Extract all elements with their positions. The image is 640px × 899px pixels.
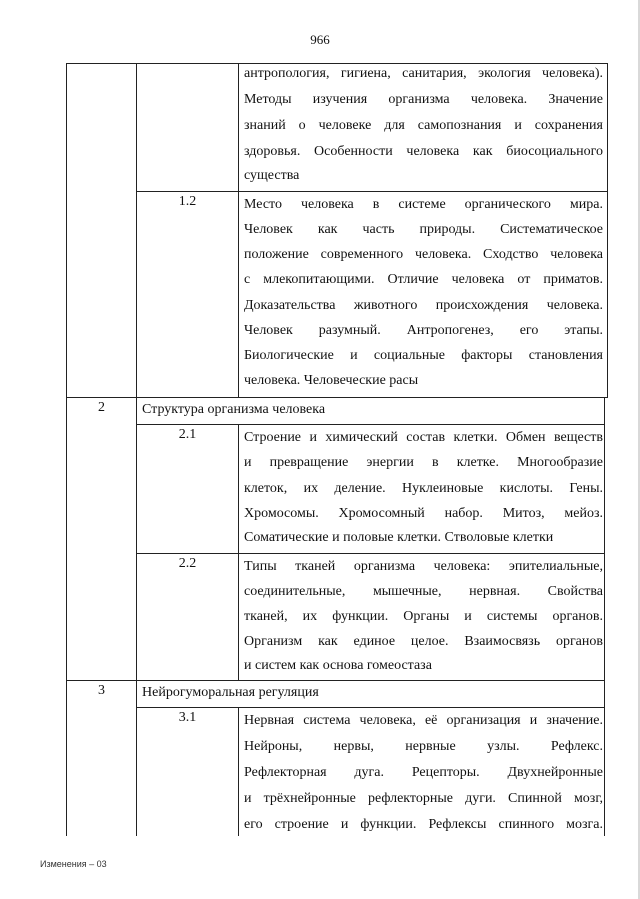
row-description-line: Методы изучения организма человека. Значение — [244, 92, 603, 107]
row-description-line: Биологические и социальные факторы становления — [244, 348, 603, 363]
row-description-line: знаний о человеке для самопознания и сохранения — [244, 118, 603, 133]
subsection-number: 3.1 — [178, 710, 197, 725]
table-border-left — [66, 63, 67, 836]
row-description-line: и трёхнейронные рефлекторные дуги. Спинной мозг, — [244, 791, 603, 806]
row-description-line: Типы тканей организма человека: эпителиальные, — [244, 559, 603, 574]
row-description-line: его строение и функции. Рефлексы спинного мозга. — [244, 817, 603, 832]
table-border-right — [607, 63, 608, 397]
row-description-line: Человек разумный. Антропогенез, его этапы. — [244, 323, 603, 338]
row-description-line: человека. Человеческие расы — [244, 373, 419, 388]
row-description-line: с млекопитающими. Отличие человека от приматов. — [244, 272, 603, 287]
row-description-line: и систем как основа гомеостаза — [244, 658, 432, 673]
subsection-number: 2.1 — [178, 427, 197, 442]
row-description-line: тканей, их функции. Органы и системы органов. — [244, 609, 603, 624]
table-rule — [136, 424, 605, 425]
row-description-line: Рефлекторная дуга. Рецепторы. Двухнейронные — [244, 765, 603, 780]
row-description-line: Соматические и половые клетки. Стволовые клетки — [244, 530, 554, 545]
section-number: 3 — [98, 683, 105, 698]
table-rule — [136, 707, 605, 708]
table-border-right — [604, 397, 605, 836]
row-description-line: положение современного человека. Сходство человека — [244, 247, 603, 262]
table-rule — [66, 397, 608, 398]
table-divider-col2 — [238, 707, 239, 836]
row-description-line: Организм как единое целое. Взаимосвязь органов — [244, 634, 603, 649]
table-rule — [136, 553, 605, 554]
row-description-line: клеток, их деление. Нуклеиновые кислоты. Гены. — [244, 481, 603, 496]
section-title: Нейрогуморальная регуляция — [142, 685, 319, 700]
row-description-line: Нейроны, нервы, нервные узлы. Рефлекс. — [244, 739, 603, 754]
subsection-number: 2.2 — [178, 556, 197, 571]
row-description-line: антропология, гигиена, санитария, экология человека). — [244, 66, 603, 81]
revision-footer: Изменения – 03 — [40, 859, 107, 869]
row-description-line: и превращение энергии в клетке. Многообразие — [244, 455, 603, 470]
row-description-line: Строение и химический состав клетки. Обмен веществ — [244, 430, 603, 445]
row-description-line: Хромосомы. Хромосомный набор. Митоз, мейоз. — [244, 506, 603, 521]
row-description-line: соединительные, мышечные, нервная. Свойства — [244, 584, 603, 599]
row-description-line: Нервная система человека, её организация и значение. — [244, 713, 603, 728]
table-rule — [66, 680, 605, 681]
page-number: 966 — [310, 32, 330, 47]
row-description-line: Человек как часть природы. Систематическое — [244, 222, 603, 237]
row-description-line: Доказательства животного происхождения человека. — [244, 298, 603, 313]
row-description-line: существа — [244, 168, 300, 183]
section-number: 2 — [98, 400, 105, 415]
table-divider-col2 — [238, 63, 239, 397]
subsection-number: 1.2 — [178, 194, 197, 209]
section-title: Структура организма человека — [142, 402, 326, 417]
table-rule-top — [66, 63, 608, 64]
row-description-line: Место человека в системе органического мира. — [244, 197, 603, 212]
table-divider-col2 — [238, 424, 239, 680]
table-rule — [136, 191, 608, 192]
row-description-line: здоровья. Особенности человека как биосоциального — [244, 144, 603, 159]
